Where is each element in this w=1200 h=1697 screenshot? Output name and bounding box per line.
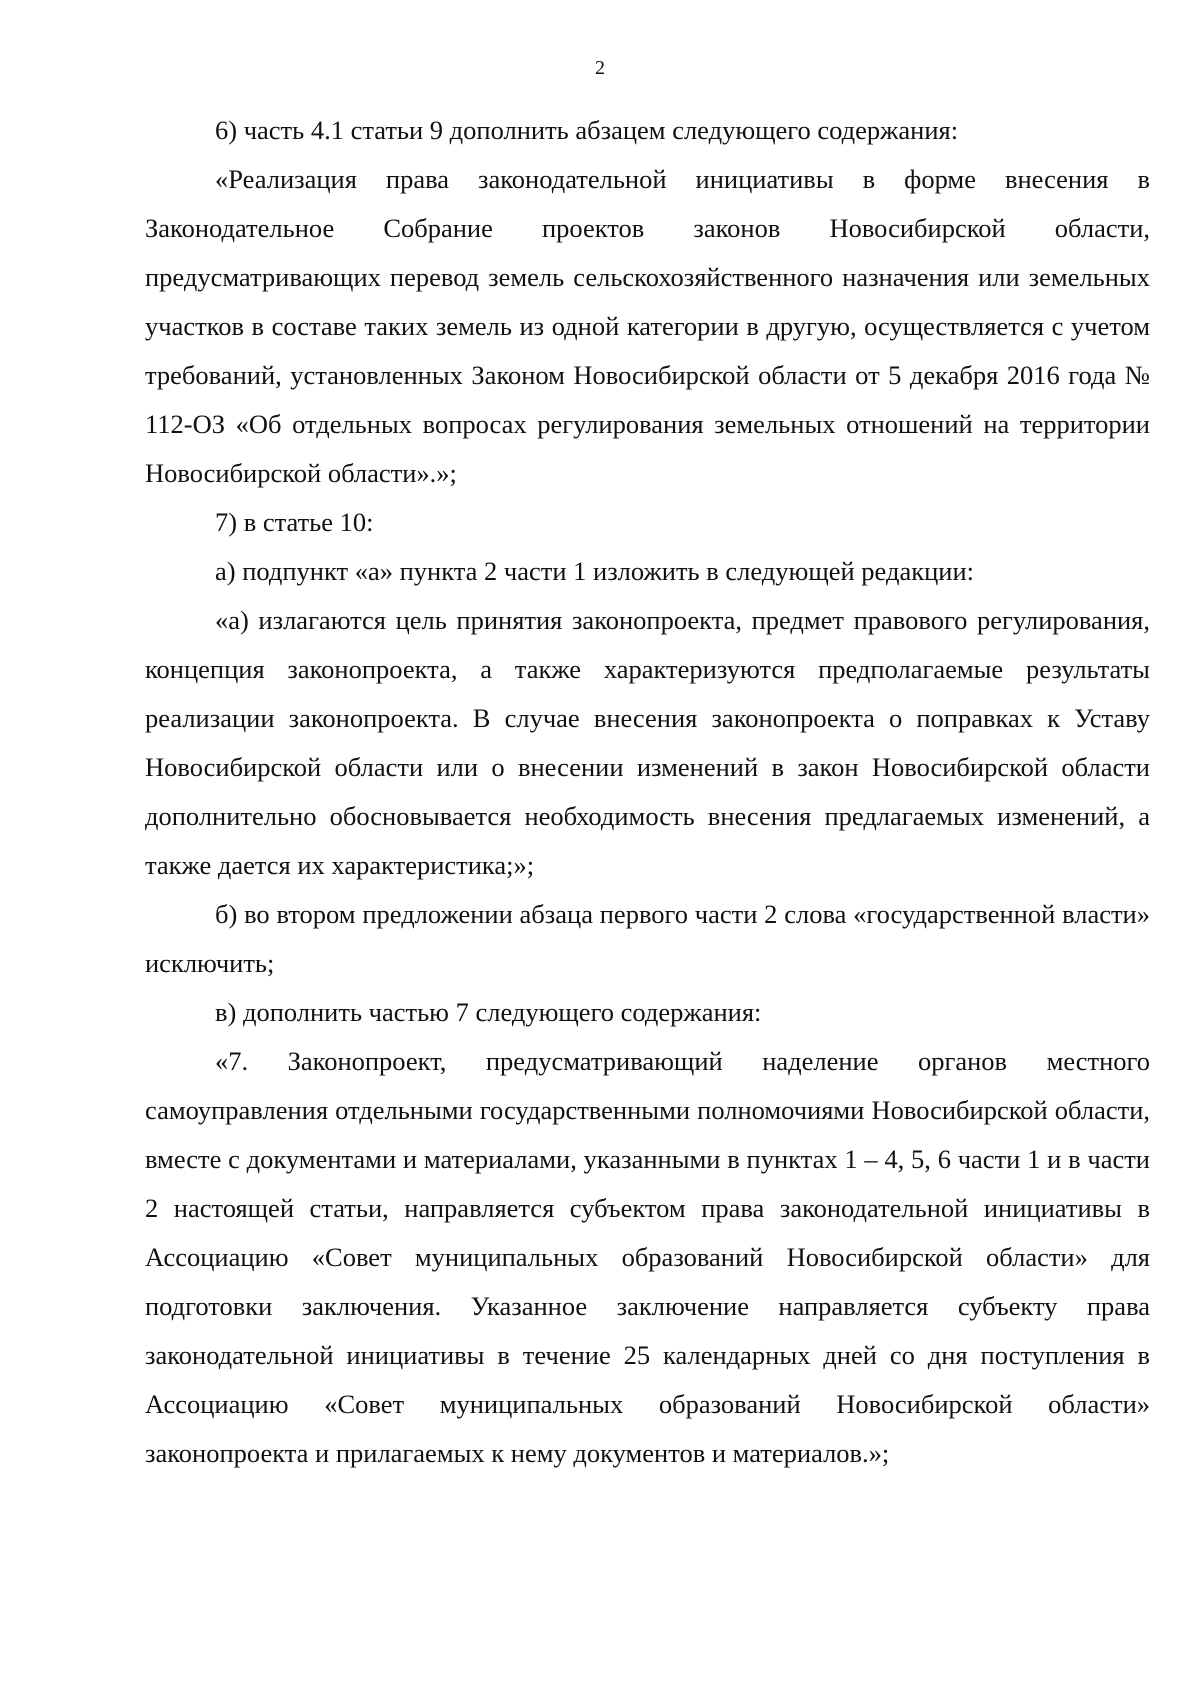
paragraph-quoted-amendment-9: «Реализация права законодательной инициативы в форме внесения в Законодательное Собрание проектов законов Новосибирской области, предусматривающих перевод земель сельскохозяйственного назначения или земельных участков в составе таких земель из одной категории в другую, осуществляется с учетом требований, установленных Законом Новосибирской области от 5 декабря 2016 года № 112-ОЗ «Об отдельных вопросах регулирования земельных отношений на территории Новосибирской области».»; [145, 164, 1150, 488]
paragraph-subitem-b: б) во втором предложении абзаца первого части 2 слова «государственной власти» исключить; [145, 899, 1150, 978]
document-body [145, 106, 1150, 1478]
paragraph-subitem-v: в) дополнить частью 7 следующего содержания: [215, 997, 762, 1027]
paragraph-subitem-a: а) подпункт «а» пункта 2 части 1 изложить в следующей редакции: [215, 556, 974, 586]
paragraph-quoted-part-7: «7. Законопроект, предусматривающий наделение органов местного самоуправления отдельными государственными полномочиями Новосибирской области, вместе с документами и материалами, указанными в пунктах 1 – 4, 5, 6 части 1 и в части 2 настоящей статьи, направляется субъектом права законодательной инициативы в Ассоциацию «Совет муниципальных образований Новосибирской области» для подготовки заключения. Указанное заключение направляется субъекту права законодательной инициативы в течение 25 календарных дней со дня поступления в Ассоциацию «Совет муниципальных образований Новосибирской области» законопроекта и прилагаемых к нему документов и материалов.»; [145, 1046, 1150, 1468]
page-number: 2 [595, 57, 605, 79]
paragraph-item-6: 6) часть 4.1 статьи 9 дополнить абзацем следующего содержания: [215, 115, 959, 145]
paragraph-quoted-subpoint-a: «а) излагаются цель принятия законопроекта, предмет правового регулирования, концепция законопроекта, а также характеризуются предполагаемые результаты реализации законопроекта. В случае внесения законопроекта о поправках к Уставу Новосибирской области или о внесении изменений в закон Новосибирской области дополнительно обосновывается необходимость внесения предлагаемых изменений, а также дается их характеристика;»; [145, 605, 1150, 880]
paragraph-item-7: 7) в статье 10: [215, 507, 374, 537]
